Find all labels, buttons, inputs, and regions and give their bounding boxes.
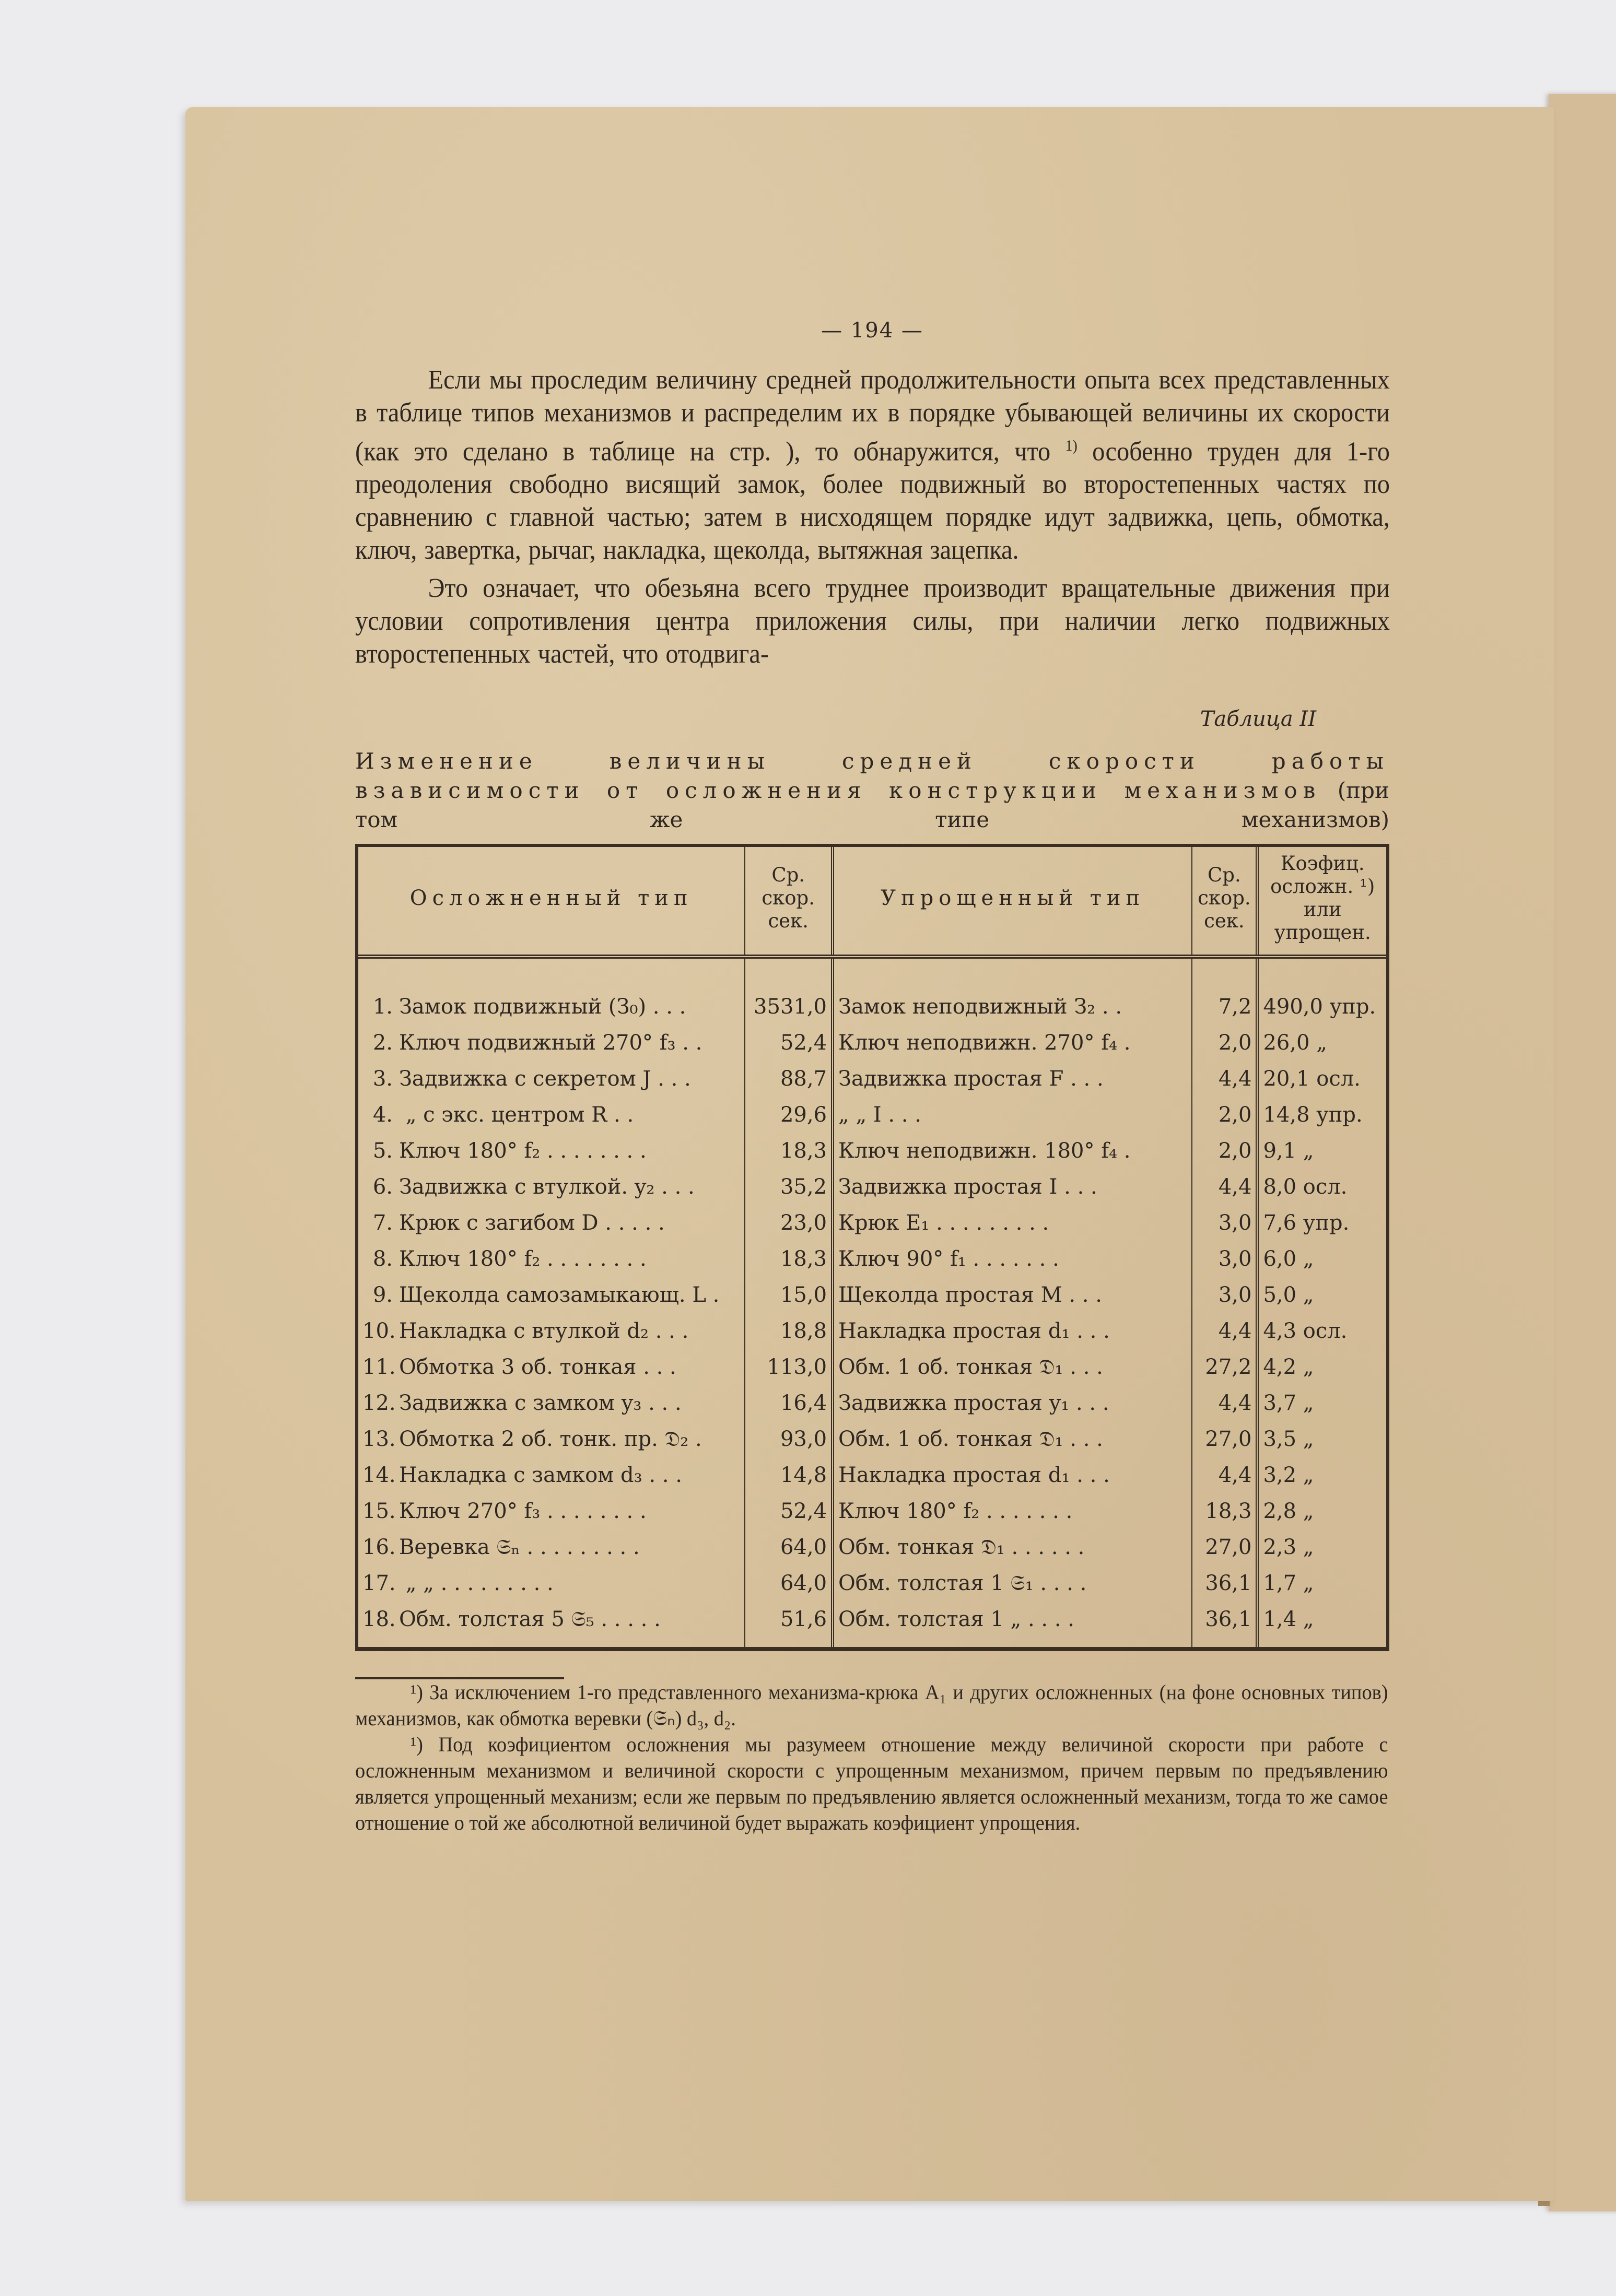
simple-speed-cell: 4,4 bbox=[1192, 1457, 1257, 1493]
simple-speed-cell: 36,1 bbox=[1192, 1565, 1257, 1602]
footnote-ref: 1) bbox=[1065, 437, 1078, 454]
simple-speed-cell: 27,2 bbox=[1192, 1349, 1257, 1385]
simple-speed-cell: 2,0 bbox=[1192, 1133, 1257, 1169]
simple-speed-cell: 4,4 bbox=[1192, 1385, 1257, 1421]
complex-type-name: Накладка с втулкой d₂ . . . bbox=[399, 1319, 689, 1344]
complex-type-name: Ключ 180° f₂ . . . . . . . . bbox=[399, 1247, 647, 1271]
complex-type-cell bbox=[358, 1565, 745, 1602]
coefficient-cell: 4,3 осл. bbox=[1263, 1319, 1348, 1344]
complex-type-cell bbox=[358, 1205, 745, 1241]
coefficient-cell: 3,7 „ bbox=[1263, 1391, 1314, 1416]
complex-type-name: Задвижка с втулкой. y₂ . . . bbox=[399, 1175, 695, 1199]
complex-speed-cell: 16,4 bbox=[745, 1385, 833, 1421]
table-header-row bbox=[358, 847, 1386, 957]
coefficient-cell: 6,0 „ bbox=[1263, 1247, 1314, 1271]
complex-type-cell bbox=[358, 1529, 745, 1565]
complex-speed-cell: 29,6 bbox=[745, 1097, 833, 1133]
complex-type-name: Ключ 180° f₂ . . . . . . . . bbox=[399, 1139, 647, 1163]
coefficient-cell: 26,0 „ bbox=[1263, 1031, 1327, 1055]
complex-type-name: Веревка 𝔖ₙ . . . . . . . . . bbox=[399, 1535, 640, 1560]
simple-speed-cell: 18,3 bbox=[1192, 1493, 1257, 1529]
coefficient-cell: 20,1 осл. bbox=[1263, 1067, 1361, 1091]
complex-speed-cell: 93,0 bbox=[745, 1421, 833, 1457]
row-number: 12. bbox=[362, 1391, 396, 1416]
complex-type-cell bbox=[358, 1385, 745, 1421]
table-row bbox=[358, 1385, 1386, 1421]
complex-speed-cell: 88,7 bbox=[745, 1061, 833, 1097]
complex-type-cell bbox=[358, 1349, 745, 1385]
table-row bbox=[358, 1602, 1386, 1647]
table-title: Изменение величины средней скорости работы взависимости от осложнения конструкции механизмов (при том же типе механизмов) bbox=[355, 748, 1389, 833]
complex-speed-cell: 51,6 bbox=[745, 1602, 833, 1647]
row-number: 5. bbox=[372, 1139, 393, 1163]
simple-type-cell: Крюк E₁ . . . . . . . . . bbox=[833, 1205, 1192, 1241]
complex-speed-cell: 64,0 bbox=[745, 1565, 833, 1602]
row-number: 3. bbox=[372, 1067, 393, 1091]
complex-speed-cell: 64,0 bbox=[745, 1529, 833, 1565]
simple-type-cell: Обм. 1 об. тонкая 𝔇₁ . . . bbox=[833, 1421, 1192, 1457]
simple-type-cell: Обм. 1 об. тонкая 𝔇₁ . . . bbox=[833, 1349, 1192, 1385]
coefficient-cell: 2,8 „ bbox=[1263, 1499, 1314, 1524]
row-number: 17. bbox=[362, 1571, 396, 1596]
coefficient-cell: 14,8 упр. bbox=[1263, 1103, 1363, 1127]
coefficient-cell: 4,2 „ bbox=[1263, 1355, 1314, 1380]
row-number: 13. bbox=[362, 1427, 396, 1452]
row-number: 1. bbox=[372, 995, 393, 1019]
row-number: 4. bbox=[372, 1103, 393, 1127]
simple-type-cell: Ключ 90° f₁ . . . . . . . bbox=[833, 1241, 1192, 1277]
complex-type-cell bbox=[358, 957, 745, 1025]
simple-type-cell: „ „ I . . . bbox=[833, 1097, 1192, 1133]
simple-speed-cell: 4,4 bbox=[1192, 1061, 1257, 1097]
table-row bbox=[358, 1349, 1386, 1385]
simple-speed-cell: 3,0 bbox=[1192, 1277, 1257, 1313]
complex-type-cell bbox=[358, 1493, 745, 1529]
complex-speed-cell: 52,4 bbox=[745, 1493, 833, 1529]
simple-type-cell: Щеколда простая M . . . bbox=[833, 1277, 1192, 1313]
header-complex-speed: Ср. скор. сек. bbox=[745, 847, 833, 957]
simple-type-cell: Ключ неподвижн. 180° f₄ . bbox=[833, 1133, 1192, 1169]
complex-speed-cell: 35,2 bbox=[745, 1169, 833, 1205]
simple-speed-cell: 2,0 bbox=[1192, 1025, 1257, 1061]
complex-speed-cell: 18,3 bbox=[745, 1133, 833, 1169]
row-number: 7. bbox=[372, 1211, 393, 1235]
simple-speed-cell: 2,0 bbox=[1192, 1097, 1257, 1133]
header-simple-type: Упрощенный тип bbox=[833, 847, 1192, 957]
simple-speed-cell: 7,2 bbox=[1192, 957, 1257, 1025]
table-row bbox=[358, 1277, 1386, 1313]
simple-speed-cell: 3,0 bbox=[1192, 1205, 1257, 1241]
complex-type-cell bbox=[358, 1602, 745, 1647]
row-number: 9. bbox=[372, 1283, 393, 1308]
simple-type-cell: Ключ неподвижн. 270° f₄ . bbox=[833, 1025, 1192, 1061]
coefficient-cell: 8,0 осл. bbox=[1263, 1175, 1348, 1199]
complex-type-cell bbox=[358, 1169, 745, 1205]
table-label: Таблица II bbox=[1200, 707, 1316, 732]
row-number: 16. bbox=[362, 1535, 396, 1560]
complex-type-cell bbox=[358, 1421, 745, 1457]
table-row bbox=[358, 957, 1386, 1025]
complex-type-cell bbox=[358, 1097, 745, 1133]
table-row bbox=[358, 1061, 1386, 1097]
complex-speed-cell: 52,4 bbox=[745, 1025, 833, 1061]
simple-type-cell: Обм. толстая 1 𝔖₁ . . . . bbox=[833, 1565, 1192, 1602]
complex-type-name: „ „ . . . . . . . . . bbox=[399, 1571, 554, 1596]
complex-type-cell bbox=[358, 1133, 745, 1169]
simple-speed-cell: 27,0 bbox=[1192, 1529, 1257, 1565]
complex-type-name: Накладка с замком d₃ . . . bbox=[399, 1463, 682, 1488]
coefficient-cell: 490,0 упр. bbox=[1263, 995, 1376, 1019]
simple-type-cell: Обм. тонкая 𝔇₁ . . . . . . bbox=[833, 1529, 1192, 1565]
complex-type-cell bbox=[358, 1025, 745, 1061]
simple-speed-cell: 27,0 bbox=[1192, 1421, 1257, 1457]
complex-speed-cell: 23,0 bbox=[745, 1205, 833, 1241]
complex-type-name: Щеколда самозамыкающ. L . bbox=[399, 1283, 720, 1308]
row-number: 15. bbox=[362, 1499, 396, 1524]
complex-type-cell bbox=[358, 1241, 745, 1277]
simple-type-cell: Накладка простая d₁ . . . bbox=[833, 1457, 1192, 1493]
complex-type-name: Обмотка 2 об. тонк. пр. 𝔇₂ . bbox=[399, 1427, 702, 1452]
coefficient-cell: 3,5 „ bbox=[1263, 1427, 1314, 1452]
simple-type-cell: Задвижка простая F . . . bbox=[833, 1061, 1192, 1097]
complex-type-cell bbox=[358, 1313, 745, 1349]
simple-speed-cell: 3,0 bbox=[1192, 1241, 1257, 1277]
row-number: 2. bbox=[372, 1031, 393, 1055]
table-row bbox=[358, 1169, 1386, 1205]
coefficient-cell: 1,7 „ bbox=[1263, 1571, 1314, 1596]
next-page-edge bbox=[1549, 94, 1616, 2211]
coefficient-cell: 9,1 „ bbox=[1263, 1139, 1314, 1163]
simple-type-cell: Задвижка простая y₁ . . . bbox=[833, 1385, 1192, 1421]
complex-speed-cell: 14,8 bbox=[745, 1457, 833, 1493]
table-body bbox=[358, 957, 1386, 1647]
header-complex-type: Осложненный тип bbox=[358, 847, 745, 957]
table-row bbox=[358, 1565, 1386, 1602]
complex-type-cell bbox=[358, 1277, 745, 1313]
simple-type-cell: Ключ 180° f₂ . . . . . . . bbox=[833, 1493, 1192, 1529]
complex-type-name: Задвижка с секретом J . . . bbox=[399, 1067, 691, 1091]
header-coefficient: Коэфиц. осложн. ¹) или упрощен. bbox=[1257, 847, 1386, 957]
complex-type-name: Замок подвижный (З₀) . . . bbox=[399, 995, 686, 1019]
row-number: 18. bbox=[362, 1607, 396, 1632]
simple-type-cell: Обм. толстая 1 „ . . . . bbox=[833, 1602, 1192, 1647]
complex-type-name: Крюк с загибом D . . . . . bbox=[399, 1211, 665, 1235]
complex-type-name: Ключ подвижный 270° f₃ . . bbox=[399, 1031, 702, 1055]
coefficient-cell: 1,4 „ bbox=[1263, 1607, 1314, 1632]
simple-speed-cell: 4,4 bbox=[1192, 1313, 1257, 1349]
table-row bbox=[358, 1457, 1386, 1493]
coefficient-cell: 5,0 „ bbox=[1263, 1283, 1314, 1308]
complex-speed-cell: 3531,0 bbox=[745, 957, 833, 1025]
table-row bbox=[358, 1313, 1386, 1349]
page-content bbox=[355, 319, 1389, 1836]
body-paragraph-1: Если мы проследим величину средней продолжительности опыта всех представленных в таблице типов механизмов и распределим их в порядке убывающей величины их скорости (как это сделано в таблице на стр. ), то обнаружится, что $^{1)}$ особенно труден для 1-го преодоления свободно висящий замок, более подвижный во второстепенных частях по сравнению с главной частью; затем в нисходящем порядке идут задвижка, цепь, обмотка, ключ, завертка, рычаг, накладка, щеколда, вытяжная зацепка. bbox=[355, 365, 1390, 566]
row-number: 14. bbox=[362, 1463, 396, 1488]
data-table bbox=[358, 847, 1386, 1647]
complex-speed-cell: 113,0 bbox=[745, 1349, 833, 1385]
footnote-2: ¹) Под коэфициентом осложнения мы разумеем отношение между величиной скорости при работе с осложненным механизмом и величиной скорости с упрощенным механизмом, причем первым по предъявлению является упрощенный механизм; если же первым по предъявлению является осложненный механизм, тогда то же самое отношение о той же абсолютной величиной будет выражать коэфициент упрощения. bbox=[355, 1733, 1388, 1835]
row-number: 8. bbox=[372, 1247, 393, 1271]
simple-speed-cell: 36,1 bbox=[1192, 1602, 1257, 1647]
table-row bbox=[358, 1025, 1386, 1061]
table-row bbox=[358, 1529, 1386, 1565]
simple-type-cell: Задвижка простая I . . . bbox=[833, 1169, 1192, 1205]
complex-speed-cell: 15,0 bbox=[745, 1277, 833, 1313]
simple-type-cell: Накладка простая d₁ . . . bbox=[833, 1313, 1192, 1349]
complex-speed-cell: 18,3 bbox=[745, 1241, 833, 1277]
table-row bbox=[358, 1421, 1386, 1457]
simple-type-cell: Замок неподвижный З₂ . . bbox=[833, 957, 1192, 1025]
complex-type-cell bbox=[358, 1061, 745, 1097]
complex-type-name: Задвижка с замком y₃ . . . bbox=[399, 1391, 682, 1416]
coefficient-cell: 2,3 „ bbox=[1263, 1535, 1314, 1560]
table-row bbox=[358, 1133, 1386, 1169]
table-frame bbox=[355, 844, 1389, 1651]
header-simple-speed: Ср. скор. сек. bbox=[1192, 847, 1257, 957]
coefficient-cell: 7,6 упр. bbox=[1263, 1211, 1350, 1235]
complex-speed-cell: 18,8 bbox=[745, 1313, 833, 1349]
row-number: 11. bbox=[362, 1355, 396, 1380]
coefficient-cell: 3,2 „ bbox=[1263, 1463, 1314, 1488]
table-row bbox=[358, 1493, 1386, 1529]
table-row bbox=[358, 1241, 1386, 1277]
complex-type-name: Обмотка 3 об. тонкая . . . bbox=[399, 1355, 676, 1380]
table-row bbox=[358, 1205, 1386, 1241]
table-row bbox=[358, 1097, 1386, 1133]
row-number: 6. bbox=[372, 1175, 393, 1199]
footnote-1: ¹) За исключением 1-го представленного механизма-крюка A₁ и других осложненных (на фоне основных типов) механизмов, как обмотка веревки (𝔖ₙ) d₃, d₂. bbox=[355, 1680, 1388, 1730]
page-number: — 194 — bbox=[821, 319, 923, 343]
body-paragraph-2: Это означает, что обезьяна всего труднее производит вращательные движения при условии сопротивления центра приложения силы, при наличии легко подвижных второстепенных частей, что отодвига- bbox=[355, 573, 1390, 669]
complex-type-name: Обм. толстая 5 𝔖₅ . . . . . bbox=[399, 1607, 661, 1632]
complex-type-name: „ с экс. центром R . . bbox=[399, 1103, 634, 1127]
simple-speed-cell: 4,4 bbox=[1192, 1169, 1257, 1205]
row-number: 10. bbox=[362, 1319, 396, 1344]
complex-type-name: Ключ 270° f₃ . . . . . . . . bbox=[399, 1499, 647, 1524]
complex-type-cell bbox=[358, 1457, 745, 1493]
